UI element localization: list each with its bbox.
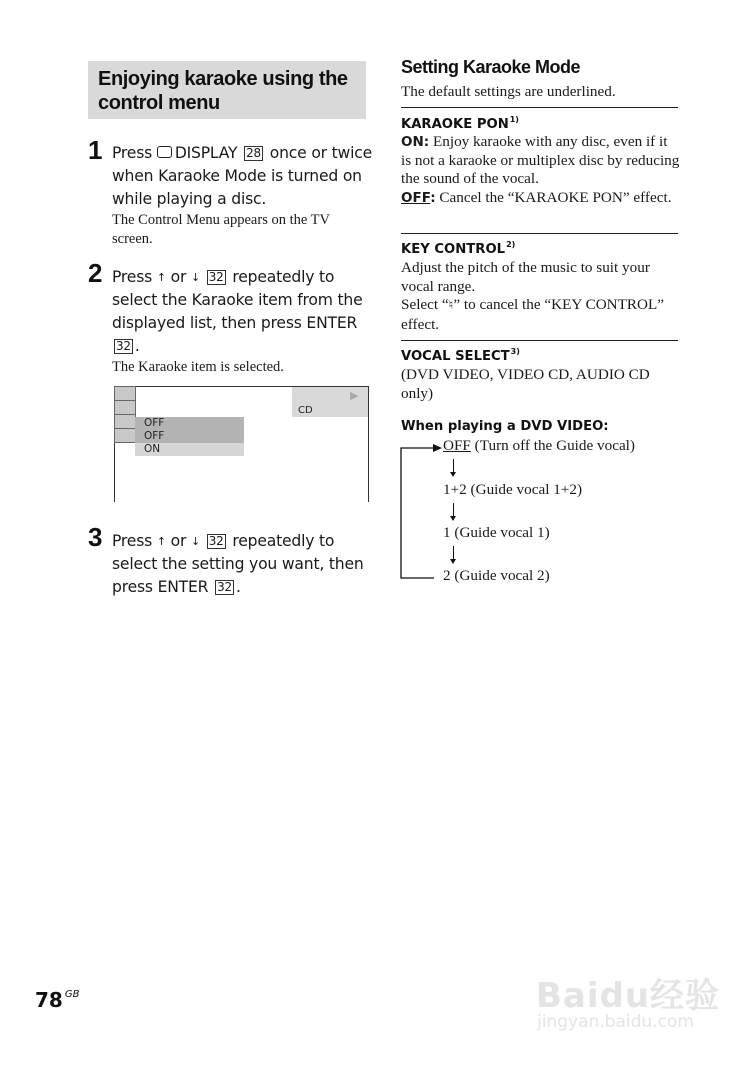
step-2-or: or xyxy=(170,268,187,286)
flow-off-rest: (Turn off the Guide vocal) xyxy=(470,437,635,454)
page-suffix: GB xyxy=(64,989,80,1000)
step-3-period: . xyxy=(235,578,241,596)
divider xyxy=(401,107,678,108)
on-text: Enjoy karaoke with any disc, even if it is not a karaoke or multiplex disc by reducing the sound of the vocal. xyxy=(401,133,680,187)
key-control-desc: Adjust the pitch of the music to suit your vocal range. xyxy=(401,259,650,295)
enter-key-number: 32 xyxy=(116,339,131,353)
menu-option: OFF xyxy=(135,417,244,430)
flow-item-off xyxy=(443,437,635,455)
step-2-press: Press xyxy=(112,268,153,286)
right-title: Setting Karaoke Mode xyxy=(401,57,581,77)
section-title: Enjoying karaoke using the control menu xyxy=(98,68,348,114)
step-1-text xyxy=(112,142,372,211)
step-2-number: 2 xyxy=(88,258,102,288)
step-1-press: Press xyxy=(112,144,153,162)
display-button-icon xyxy=(157,146,172,158)
vocal-select-desc: (DVD VIDEO, VIDEO CD, AUDIO CD only) xyxy=(401,366,650,402)
control-menu-illustration xyxy=(114,386,369,502)
up-arrow-icon: ↑ xyxy=(156,271,166,284)
step-2-note: The Karaoke item is selected. xyxy=(112,359,284,375)
step-3-or: or xyxy=(170,532,187,550)
step-1-rest: once or twice when Karaoke Mode is turned on while playing a disc. xyxy=(112,144,372,208)
default-note: The default settings are underlined. xyxy=(401,83,616,100)
watermark-url: jingyan.baidu.com xyxy=(537,1012,694,1032)
step-1-display: DISPLAY xyxy=(174,144,238,162)
menu-icon-cell xyxy=(114,414,136,429)
menu-icon-cell xyxy=(114,400,136,415)
footnote-marker: 3) xyxy=(510,347,520,356)
vocal-select-title: VOCAL SELECT xyxy=(401,349,510,364)
dvd-video-heading: When playing a DVD VIDEO: xyxy=(401,419,609,434)
down-arrow-icon: ↓ xyxy=(190,271,200,284)
display-key-number: 28 xyxy=(246,146,261,160)
menu-option: ON xyxy=(135,443,244,456)
arrow-key-number: 32 xyxy=(208,534,224,548)
flow-off-label: OFF xyxy=(443,437,471,454)
down-arrow-icon xyxy=(453,459,454,473)
down-arrow-icon: ↓ xyxy=(190,535,200,548)
section-title-box xyxy=(88,61,366,119)
down-arrow-icon xyxy=(453,546,454,560)
key-control-select xyxy=(401,296,681,334)
off-text: Cancel the “KARAOKE PON” effect. xyxy=(439,189,672,206)
vocal-select-heading xyxy=(401,347,520,364)
step-3-text xyxy=(112,530,372,599)
play-icon: ▶ xyxy=(350,390,359,402)
arrow-key-number: 32 xyxy=(208,270,224,284)
footnote-marker: 1) xyxy=(509,115,519,124)
footnote-marker: 2) xyxy=(506,240,516,249)
up-arrow-icon: ↑ xyxy=(156,535,166,548)
menu-right-border xyxy=(368,386,369,502)
key-control-title: KEY CONTROL xyxy=(401,242,506,257)
karaoke-pon-heading xyxy=(401,115,519,132)
flow-item-2: 2 (Guide vocal 2) xyxy=(443,567,550,584)
step-3-rest: repeatedly to select the setting you want, then press ENTER xyxy=(112,532,364,596)
divider xyxy=(401,340,678,341)
down-arrow-icon xyxy=(453,503,454,517)
off-label: OFF xyxy=(401,190,431,206)
menu-option: OFF xyxy=(135,430,244,443)
karaoke-options-list xyxy=(135,417,244,457)
on-label: ON: xyxy=(401,134,430,150)
step-1-number: 1 xyxy=(88,135,102,165)
enter-key-number: 32 xyxy=(217,580,232,594)
karaoke-pon-title: KARAOKE PON xyxy=(401,117,509,132)
cycle-arrow-diagram xyxy=(398,442,448,582)
step-3-number: 3 xyxy=(88,522,102,552)
natural-sign-icon: ♮ xyxy=(448,298,454,313)
off-colon: : xyxy=(430,190,436,206)
menu-icon-cell xyxy=(114,386,136,401)
select-post: ” to cancel the “KEY CONTROL” effect. xyxy=(401,296,665,333)
step-3-press: Press xyxy=(112,532,153,550)
cd-label: CD xyxy=(298,405,313,416)
karaoke-pon-on xyxy=(401,133,681,189)
flow-item-1plus2: 1+2 (Guide vocal 1+2) xyxy=(443,481,583,498)
select-pre: Select “ xyxy=(401,296,449,313)
karaoke-pon-off xyxy=(401,189,681,208)
step-2-period: . xyxy=(134,337,140,355)
key-control-heading xyxy=(401,240,515,257)
page-number xyxy=(35,988,79,1012)
step-1-note: The Control Menu appears on the TV screen. xyxy=(112,212,330,247)
watermark-logo: Baidu经验 xyxy=(536,976,721,1016)
flow-item-1: 1 (Guide vocal 1) xyxy=(443,524,550,541)
step-2-text xyxy=(112,266,372,358)
menu-icon-cell xyxy=(114,428,136,443)
divider xyxy=(401,233,678,234)
page-number-value: 78 xyxy=(35,988,63,1012)
step-2-rest: repeatedly to select the Karaoke item from the displayed list, then press ENTER xyxy=(112,268,363,332)
